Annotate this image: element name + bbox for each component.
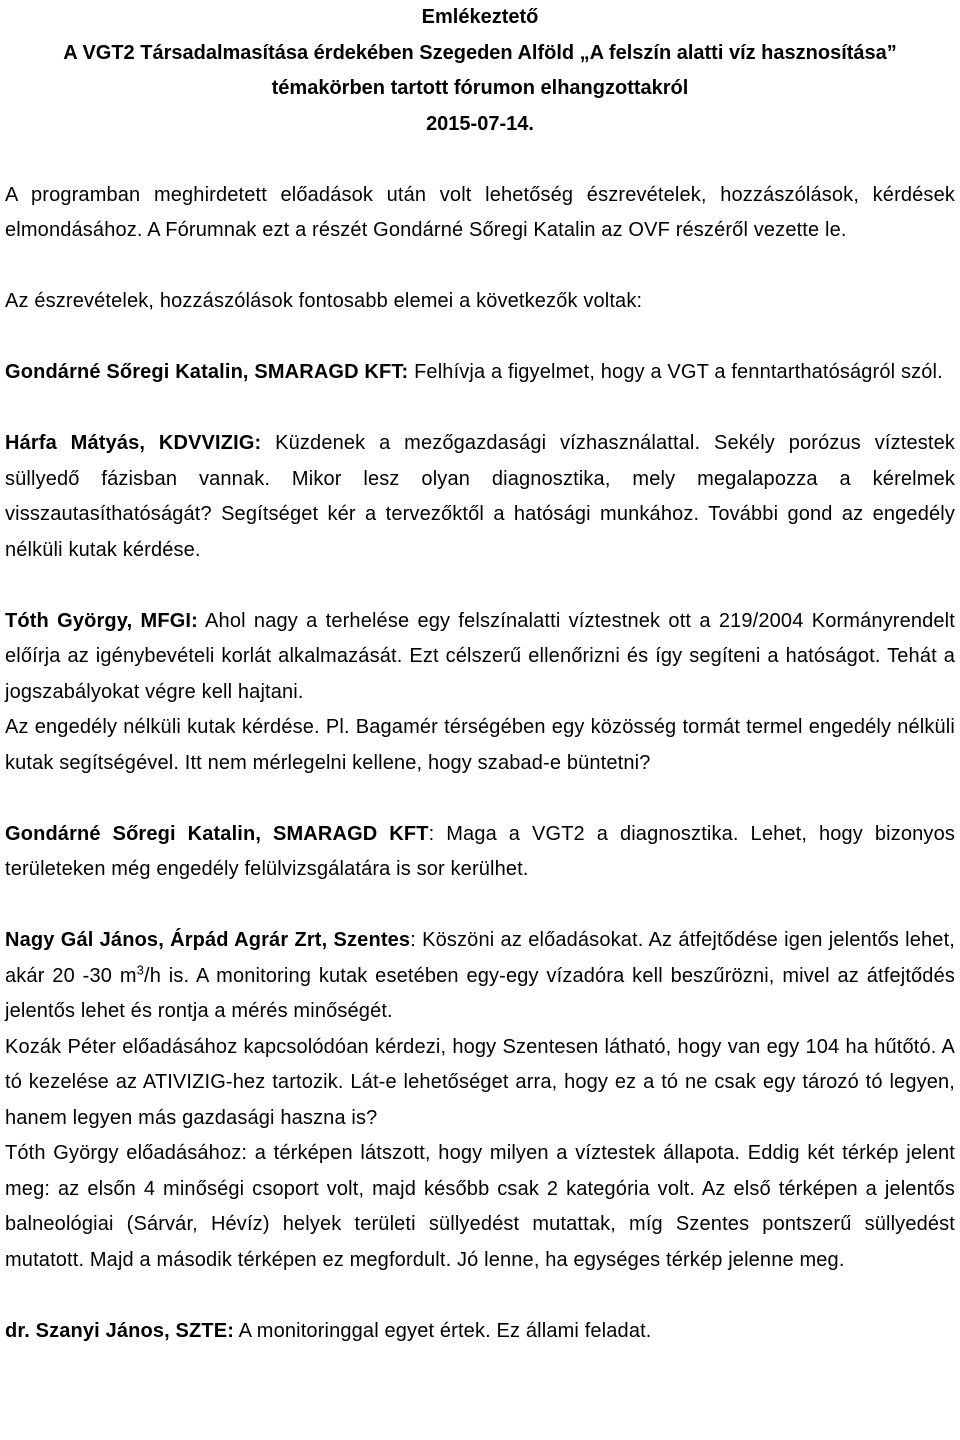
entry-paragraph (5, 923, 955, 1030)
doc-date: 2015-07-14. (426, 112, 534, 135)
intro-paragraph: A programban meghirdetett előadások után volt lehetőség észrevételek, hozzászólások, kérdések elmondásához. A Fórumnak ezt a részét Gondárné Sőregi Katalin az OVF részéről vezette le. (5, 183, 955, 241)
entry-paragraph-continued: Tóth György előadásához: a térképen látszott, hogy milyen a víztestek állapota. Eddig két térkép jelent meg: az elsőn 4 minőségi csoport volt, majd később csak 2 kategória volt. Az első térképen a jelentős balneológiai (Sárvár, Hévíz) helyek területi süllyedést mutattak, míg Szentes pontszerű süllyedést mutatott. Majd a második térképen ez megfordult. Jó lenne, ha egységes térkép jelenne meg. (5, 1142, 955, 1271)
entry-paragraph-continued: Kozák Péter előadásához kapcsolódóan kérdezi, hogy Szentesen látható, hogy van egy 104 ha hűtőtó. A tó kezelése az ATIVIZIG-hez tartozik. Lát-e lehetőséget arra, hogy ez a tó ne csak egy tározó tó legyen, hanem legyen más gazdasági haszna is? (5, 1035, 955, 1129)
entry-text: Ahol nagy a terhelése egy felszínalatti víztestnek ott a 219/2004 Kormányrendelt előírja az igénybevételi korlát alkalmazását. Ezt célszerű ellenőrizni és így segíteni a hatóságot. Tehát a jogszabályokat végre kell hajtani. (5, 609, 955, 703)
entry-text: A monitoringgal egyet értek. Ez állami feladat. (234, 1319, 652, 1342)
speaker-name: dr. Szanyi János, SZTE: (5, 1319, 235, 1342)
intro-lead: Az észrevételek, hozzászólások fontosabb elemei a következők voltak: (5, 290, 643, 312)
entry-text: /h is. A monitoring kutak esetében egy-egy vízadóra kell beszűrözni, mivel az átfejtődés jelentős lehet és rontja a mérés minőségét. (5, 964, 955, 1022)
speaker-name: Gondárné Sőregi Katalin, SMARAGD KFT (5, 822, 429, 845)
doc-subtitle-line2: témakörben tartott fórumon elhangzottakról (271, 77, 689, 99)
entry-paragraph (5, 426, 955, 568)
spacer (5, 1278, 955, 1314)
spacer (5, 888, 955, 924)
superscript: 3 (136, 961, 145, 977)
entry-paragraph-continued: Az engedély nélküli kutak kérdése. Pl. Bagamér térségében egy közösség tormát termel engedély nélküli kutak segítségével. Itt nem mérlegelni kellene, hogy szabad-e büntetni? (5, 716, 955, 774)
speaker-name: Nagy Gál János, Árpád Agrár Zrt, Szentes (5, 929, 411, 951)
entry-paragraph (5, 604, 955, 711)
entry-text: Felhívja a figyelmet, hogy a VGT a fenntarthatóságról szól. (408, 361, 943, 383)
entry-paragraph (5, 817, 955, 888)
spacer (5, 568, 955, 604)
entry-text: : Köszöni az előadásokat. Az átfejtődése igen jelentős lehet, akár 20 -30 m (5, 929, 955, 987)
spacer (5, 249, 955, 285)
speaker-name: Hárfa Mátyás, KDVVIZIG: (5, 432, 262, 454)
entry-paragraph (5, 1314, 955, 1350)
spacer (5, 781, 955, 817)
doc-subtitle-line1: A VGT2 Társadalmasítása érdekében Szegeden Alföld „A felszín alatti víz hasznosítása” (63, 41, 897, 64)
spacer (5, 391, 955, 427)
entry-paragraph (5, 355, 955, 391)
spacer (5, 320, 955, 356)
speaker-name: Gondárné Sőregi Katalin, SMARAGD KFT: (5, 361, 409, 383)
entry-text: Küzdenek a mezőgazdasági vízhasználattal. Sekély porózus víztestek süllyedő fázisban vannak. Mikor lesz olyan diagnosztika, mely megalapozza a kérelmek visszautasíthatóságát? Segítséget kér a tervezőktől a hatósági munkához. További gond az engedély nélküli kutak kérdése. (5, 432, 956, 561)
speaker-name: Tóth György, MFGI: (5, 609, 198, 632)
doc-title: Emlékeztető (421, 6, 539, 28)
spacer (5, 142, 955, 178)
document-header (5, 0, 955, 142)
document-page (5, 0, 955, 1349)
entry-text: : Maga a VGT2 a diagnosztika. Lehet, hogy bizonyos területeken még engedély felülvizsgálatára is sor kerülhet. (5, 822, 956, 880)
